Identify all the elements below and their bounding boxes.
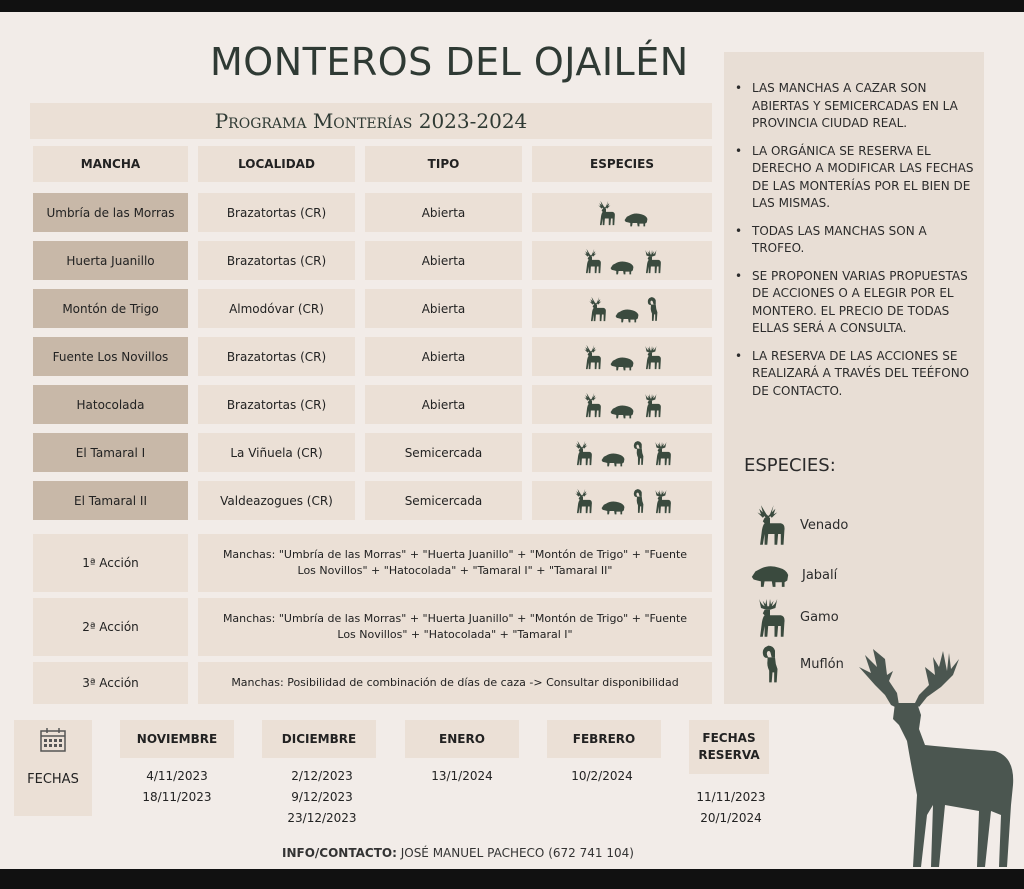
top-border	[0, 0, 1024, 12]
especies-cell	[532, 481, 712, 520]
especies-cell	[532, 193, 712, 232]
tipo-cell: Abierta	[365, 241, 522, 280]
date-item: 10/2/2024	[571, 769, 633, 783]
localidad-cell: La Viñuela (CR)	[198, 433, 355, 472]
mancha-cell: Montón de Trigo	[33, 289, 188, 328]
jabali-icon	[609, 259, 635, 275]
legend-jabali	[750, 562, 837, 588]
mancha-cell: Hatocolada	[33, 385, 188, 424]
accion-label: 1ª Acción	[33, 534, 188, 592]
venado-icon	[572, 439, 594, 467]
gamo-icon	[641, 343, 663, 371]
mancha-cell: El Tamaral II	[33, 481, 188, 520]
date-item: 20/1/2024	[700, 811, 762, 825]
jabali-icon	[600, 451, 626, 467]
note-item: • LA RESERVA DE LAS ACCIONES SE REALIZARÁ A TRAVÉS DEL TEÉFONO DE CONTACTO.	[735, 348, 980, 401]
note-item: • LAS MANCHAS A CAZAR SON ABIERTAS Y SEMICERCADAS EN LA PROVINCIA CIUDAD REAL.	[735, 80, 980, 133]
localidad-cell: Brazatortas (CR)	[198, 241, 355, 280]
mancha-cell: El Tamaral I	[33, 433, 188, 472]
date-item: 2/12/2023	[291, 769, 353, 783]
especies-cell	[532, 337, 712, 376]
header-tipo: TIPO	[365, 146, 522, 182]
contact-label: INFO/CONTACTO:	[282, 846, 397, 860]
venado-icon	[572, 487, 594, 515]
jabali-icon	[600, 499, 626, 515]
month-header-reserva: FECHAS RESERVA	[689, 720, 769, 774]
mancha-cell: Huerta Juanillo	[33, 241, 188, 280]
gamo-icon	[651, 487, 673, 515]
legend-label: Muflón	[800, 656, 844, 672]
tipo-cell: Abierta	[365, 385, 522, 424]
month-header: DICIEMBRE	[262, 720, 376, 758]
date-item: 11/11/2023	[696, 790, 766, 804]
calendar-icon	[40, 728, 66, 752]
mancha-cell: Fuente Los Novillos	[33, 337, 188, 376]
legend-muflon	[760, 644, 844, 684]
month-header: ENERO	[405, 720, 519, 758]
date-list	[405, 766, 519, 787]
gamo-icon	[641, 391, 663, 419]
venado-icon	[581, 343, 603, 371]
contact-info	[282, 846, 634, 860]
date-item: 4/11/2023	[146, 769, 208, 783]
gamo-icon	[752, 595, 788, 639]
header-mancha: MANCHA	[33, 146, 188, 182]
month-header: FEBRERO	[547, 720, 661, 758]
date-item: 23/12/2023	[287, 811, 357, 825]
header-especies: ESPECIES	[532, 146, 712, 182]
especies-cell	[532, 385, 712, 424]
jabali-icon	[609, 403, 635, 419]
muflon-icon	[760, 644, 780, 684]
accion-text: Manchas: "Umbría de las Morras" + "Huerta Juanillo" + "Montón de Trigo" + "Fuente Los Novillos" + "Hatocolada" + "Tamaral I" + "Tamaral II"	[198, 534, 712, 592]
mancha-cell: Umbría de las Morras	[33, 193, 188, 232]
localidad-cell: Brazatortas (CR)	[198, 385, 355, 424]
legend-label: Venado	[800, 517, 849, 533]
fechas-box	[14, 720, 92, 816]
page-title: MONTEROS DEL OJAILÉN	[210, 40, 689, 84]
especies-cell	[532, 289, 712, 328]
especies-cell	[532, 241, 712, 280]
localidad-cell: Brazatortas (CR)	[198, 193, 355, 232]
tipo-cell: Abierta	[365, 289, 522, 328]
legend-label: Gamo	[800, 609, 839, 625]
tipo-cell: Semicercada	[365, 433, 522, 472]
date-list	[120, 766, 234, 808]
venado-icon	[586, 295, 608, 323]
jabali-icon	[609, 355, 635, 371]
especies-title: ESPECIES:	[744, 455, 836, 476]
date-list	[689, 787, 773, 829]
muflon-icon	[646, 295, 659, 323]
accion-text: Manchas: Posibilidad de combinación de días de caza -> Consultar disponibilidad	[198, 662, 712, 704]
localidad-cell: Valdeazogues (CR)	[198, 481, 355, 520]
contact-value: JOSÉ MANUEL PACHECO (672 741 104)	[400, 846, 634, 860]
date-item: 9/12/2023	[291, 790, 353, 804]
legend-gamo	[752, 595, 839, 639]
localidad-cell: Almodóvar (CR)	[198, 289, 355, 328]
muflon-icon	[632, 487, 645, 515]
muflon-icon	[632, 439, 645, 467]
venado-icon	[581, 247, 603, 275]
notes-list	[735, 80, 980, 410]
especies-cell	[532, 433, 712, 472]
date-list	[262, 766, 382, 829]
accion-text: Manchas: "Umbría de las Morras" + "Huerta Juanillo" + "Montón de Trigo" + "Fuente Los Novillos" + "Hatocolada" + "Tamaral I"	[198, 598, 712, 656]
gamo-icon	[651, 439, 673, 467]
localidad-cell: Brazatortas (CR)	[198, 337, 355, 376]
jabali-icon	[750, 562, 790, 588]
bottom-border	[0, 869, 1024, 889]
accion-label: 2ª Acción	[33, 598, 188, 656]
accion-label: 3ª Acción	[33, 662, 188, 704]
date-item: 13/1/2024	[431, 769, 493, 783]
page-subtitle: Programa Monterías 2023-2024	[30, 103, 712, 139]
tipo-cell: Semicercada	[365, 481, 522, 520]
tipo-cell: Abierta	[365, 193, 522, 232]
legend-label: Jabalí	[802, 567, 838, 583]
gamo-icon	[641, 247, 663, 275]
venado-icon	[595, 199, 617, 227]
date-item: 18/11/2023	[142, 790, 212, 804]
stag-silhouette-icon	[855, 645, 1020, 869]
jabali-icon	[614, 307, 640, 323]
note-item: • SE PROPONEN VARIAS PROPUESTAS DE ACCIONES O A ELEGIR POR EL MONTERO. EL PRECIO DE TODAS ELLAS SERÁ A CONSULTA.	[735, 268, 980, 338]
fechas-label: FECHAS	[27, 772, 79, 787]
note-item: • TODAS LAS MANCHAS SON A TROFEO.	[735, 223, 980, 258]
header-localidad: LOCALIDAD	[198, 146, 355, 182]
tipo-cell: Abierta	[365, 337, 522, 376]
venado-icon	[581, 391, 603, 419]
legend-venado	[752, 500, 848, 550]
jabali-icon	[623, 211, 649, 227]
date-list	[545, 766, 659, 787]
note-item: • LA ORGÁNICA SE RESERVA EL DERECHO A MODIFICAR LAS FECHAS DE LAS MONTERÍAS POR EL BIEN DE LAS MISMAS.	[735, 143, 980, 213]
month-header: NOVIEMBRE	[120, 720, 234, 758]
venado-icon	[752, 500, 788, 550]
